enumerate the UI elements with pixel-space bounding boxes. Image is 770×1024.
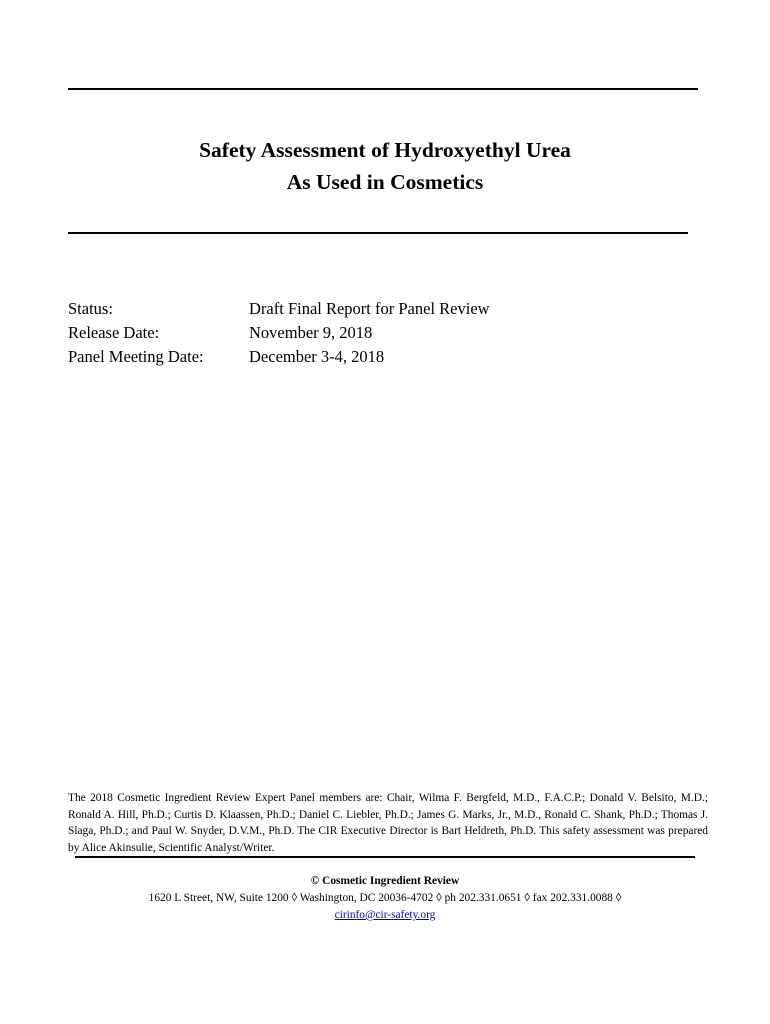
status-value: Draft Final Report for Panel Review [249,299,490,318]
title-divider [68,232,688,234]
footer [0,873,770,924]
document-title [0,134,770,198]
panel-meeting-date-row [68,345,490,369]
panel-meeting-date-value: December 3-4, 2018 [249,347,385,366]
title-line-2: As Used in Cosmetics [286,170,484,194]
status-label: Status: [68,299,113,318]
report-metadata [68,297,490,369]
release-date-label: Release Date: [68,323,160,342]
panel-members-note: The 2018 Cosmetic Ingredient Review Expert Panel members are: Chair, Wilma F. Bergfeld, M.D., F.A.C.P.; Donald V. Belsito, M.D.; Ronald A. Hill, Ph.D.; Curtis D. Klaassen, Ph.D.; Daniel C. Liebler, Ph.D.; James G. Marks, Jr., M.D., Ronald C. Shank, Ph.D.; Thomas J. Slaga, Ph.D.; and Paul W. Snyder, D.V.M., Ph.D. The CIR Executive Director is Bart Heldreth, Ph.D. This safety assessment was prepared by Alice Akinsulie, Scientific Analyst/Writer. [68,792,708,854]
release-date-row [68,321,490,345]
panel-meeting-date-label: Panel Meeting Date: [68,347,204,366]
release-date-value: November 9, 2018 [249,323,373,342]
footer-organization: © Cosmetic Ingredient Review [310,875,460,887]
footer-divider [75,856,695,858]
status-row [68,297,490,321]
title-line-1: Safety Assessment of Hydroxyethyl Urea [199,138,571,162]
footer-address: 1620 L Street, NW, Suite 1200 ◊ Washington, DC 20036-4702 ◊ ph 202.331.0651 ◊ fax 202.331.0088 ◊ [148,892,622,904]
top-divider [68,88,698,90]
footer-email-link[interactable]: cirinfo@cir-safety.org [334,909,436,921]
